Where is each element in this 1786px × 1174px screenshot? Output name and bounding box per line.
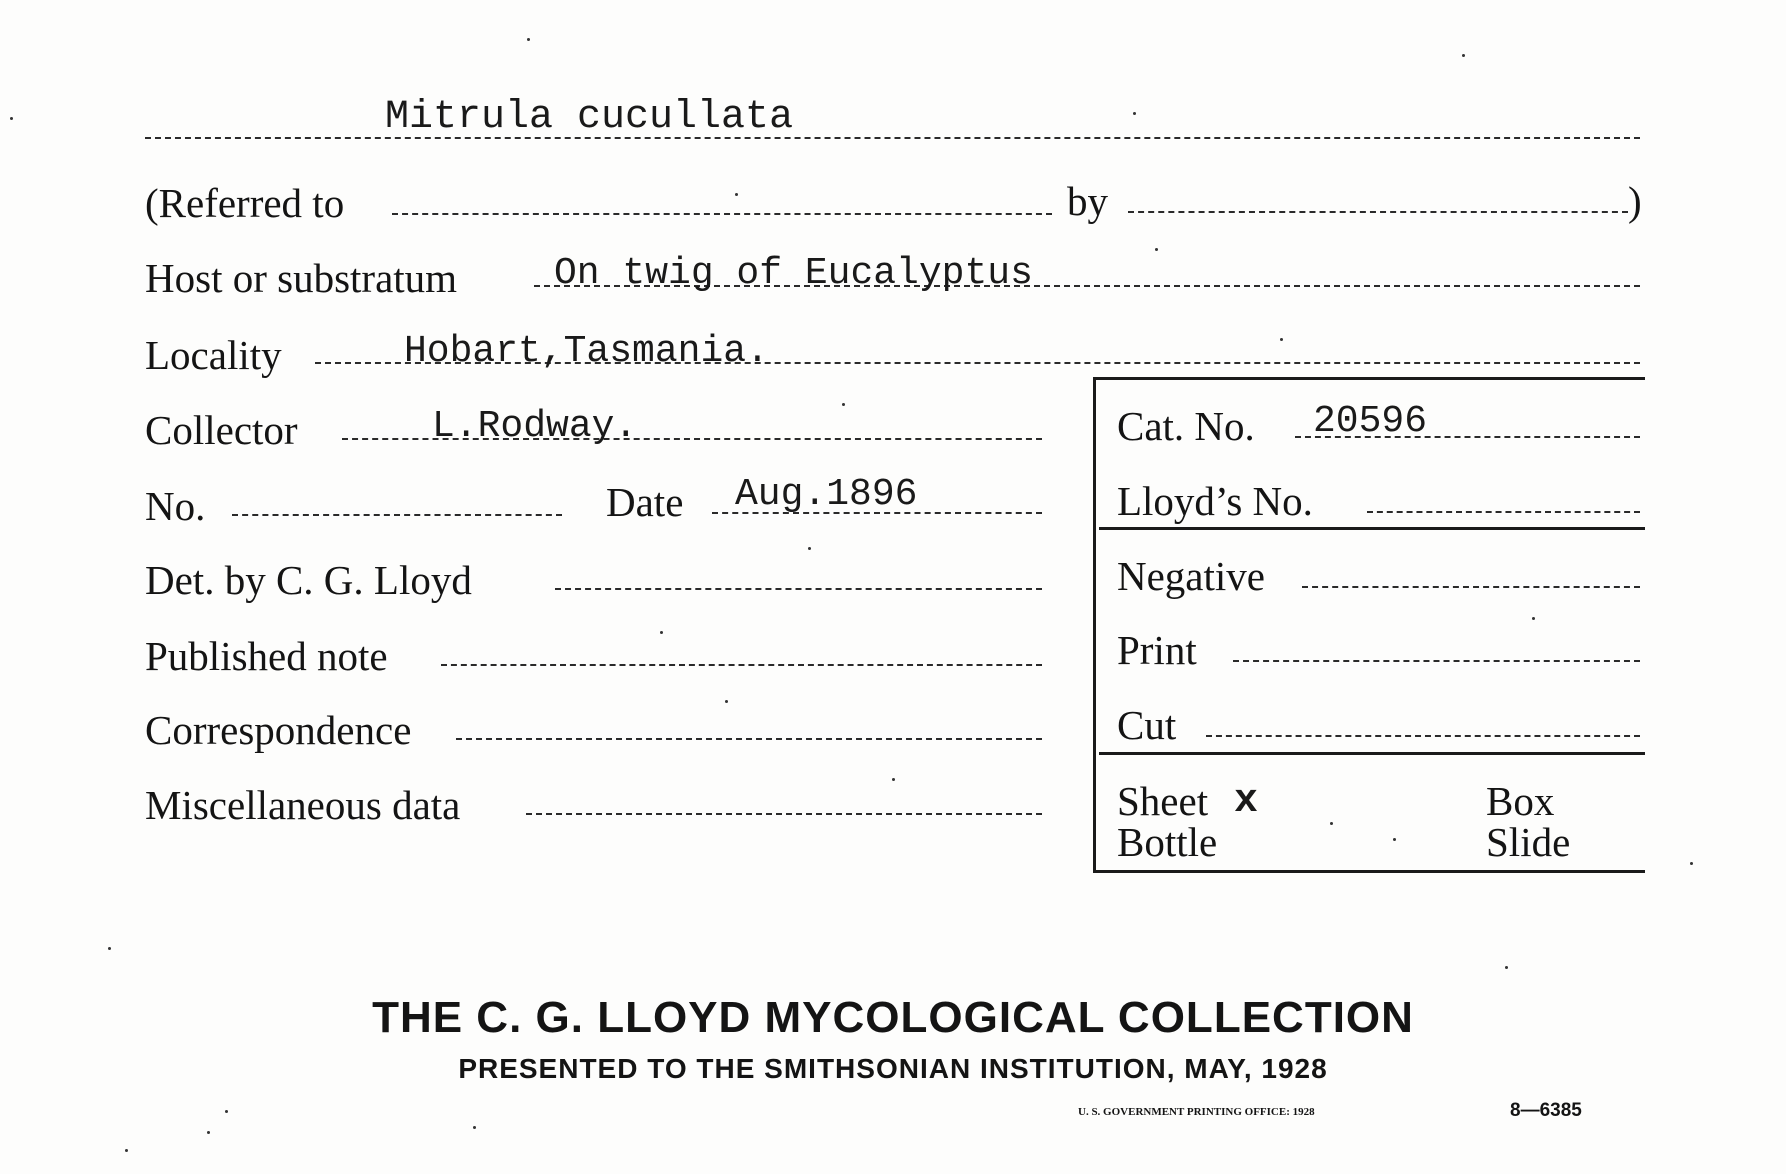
by-label: by <box>1067 178 1108 224</box>
scan-speck <box>842 403 845 406</box>
correspondence-label: Correspondence <box>145 707 412 753</box>
slide-label: Slide <box>1486 819 1571 865</box>
box-divider-1 <box>1099 527 1645 530</box>
scan-speck <box>1690 862 1693 865</box>
box-left-rule <box>1093 377 1096 873</box>
negative-line <box>1302 586 1640 588</box>
referred-to-line <box>392 213 1052 215</box>
scan-speck <box>660 631 663 634</box>
no-line <box>232 514 562 516</box>
scan-speck <box>125 1149 128 1152</box>
scan-speck <box>892 778 895 781</box>
scan-speck <box>725 700 728 703</box>
cat-no-label: Cat. No. <box>1117 403 1255 449</box>
no-label: No. <box>145 483 206 529</box>
scan-speck <box>1330 822 1333 825</box>
date-label: Date <box>606 479 684 525</box>
collector-label: Collector <box>145 407 298 453</box>
box-divider-2 <box>1099 752 1645 755</box>
misc-data-label: Miscellaneous data <box>145 782 461 828</box>
scan-speck <box>1505 966 1508 969</box>
species-name: Mitrula cucullata <box>385 95 794 140</box>
scan-speck <box>10 117 13 120</box>
collection-title: THE C. G. LLOYD MYCOLOGICAL COLLECTION <box>372 993 1414 1042</box>
collection-subtitle: PRESENTED TO THE SMITHSONIAN INSTITUTION, MAY, 1928 <box>458 1053 1328 1084</box>
sheet-label: Sheet <box>1117 778 1209 824</box>
det-by-line <box>555 588 1042 590</box>
scan-speck <box>1532 617 1535 620</box>
sheet-check-mark: x <box>1234 779 1259 824</box>
correspondence-line <box>456 738 1042 740</box>
box-bottom-rule <box>1093 870 1645 873</box>
scan-speck <box>1462 54 1465 57</box>
scan-speck <box>808 547 811 550</box>
scan-speck <box>225 1110 228 1113</box>
scan-speck <box>1133 112 1136 115</box>
scan-speck <box>1280 338 1283 341</box>
print-label: Print <box>1117 627 1197 673</box>
published-note-line <box>441 664 1042 666</box>
cut-label: Cut <box>1117 702 1177 748</box>
host-value: On twig of Eucalyptus <box>554 252 1033 295</box>
species-line <box>145 137 1640 139</box>
scan-speck <box>527 38 530 41</box>
scan-speck <box>108 947 111 950</box>
misc-data-line <box>526 813 1042 815</box>
printer-imprint: U. S. GOVERNMENT PRINTING OFFICE: 1928 <box>1078 1106 1315 1118</box>
det-by-label: Det. by C. G. Lloyd <box>145 557 472 603</box>
cat-no-value: 20596 <box>1313 400 1428 443</box>
form-number: 8—6385 <box>1510 1100 1582 1121</box>
box-label: Box <box>1486 778 1555 824</box>
lloyds-no-line <box>1367 511 1640 513</box>
referred-by-line <box>1128 211 1628 213</box>
published-note-label: Published note <box>145 633 388 679</box>
scan-speck <box>735 193 738 196</box>
print-line <box>1233 660 1640 662</box>
collector-value: L.Rodway. <box>432 405 638 448</box>
scan-speck <box>1393 838 1396 841</box>
host-label: Host or substratum <box>145 255 458 301</box>
date-value: Aug.1896 <box>735 473 918 516</box>
close-paren: ) <box>1628 178 1642 224</box>
locality-label: Locality <box>145 332 282 378</box>
scan-speck <box>207 1131 210 1134</box>
bottle-label: Bottle <box>1117 819 1218 865</box>
cut-line <box>1206 735 1640 737</box>
locality-value: Hobart,Tasmania. <box>404 330 769 373</box>
referred-to-label: (Referred to <box>145 180 345 226</box>
scan-speck <box>1155 248 1158 251</box>
negative-label: Negative <box>1117 553 1265 599</box>
lloyds-no-label: Lloyd’s No. <box>1117 478 1313 524</box>
box-top-rule <box>1093 377 1645 380</box>
scan-speck <box>473 1126 476 1129</box>
